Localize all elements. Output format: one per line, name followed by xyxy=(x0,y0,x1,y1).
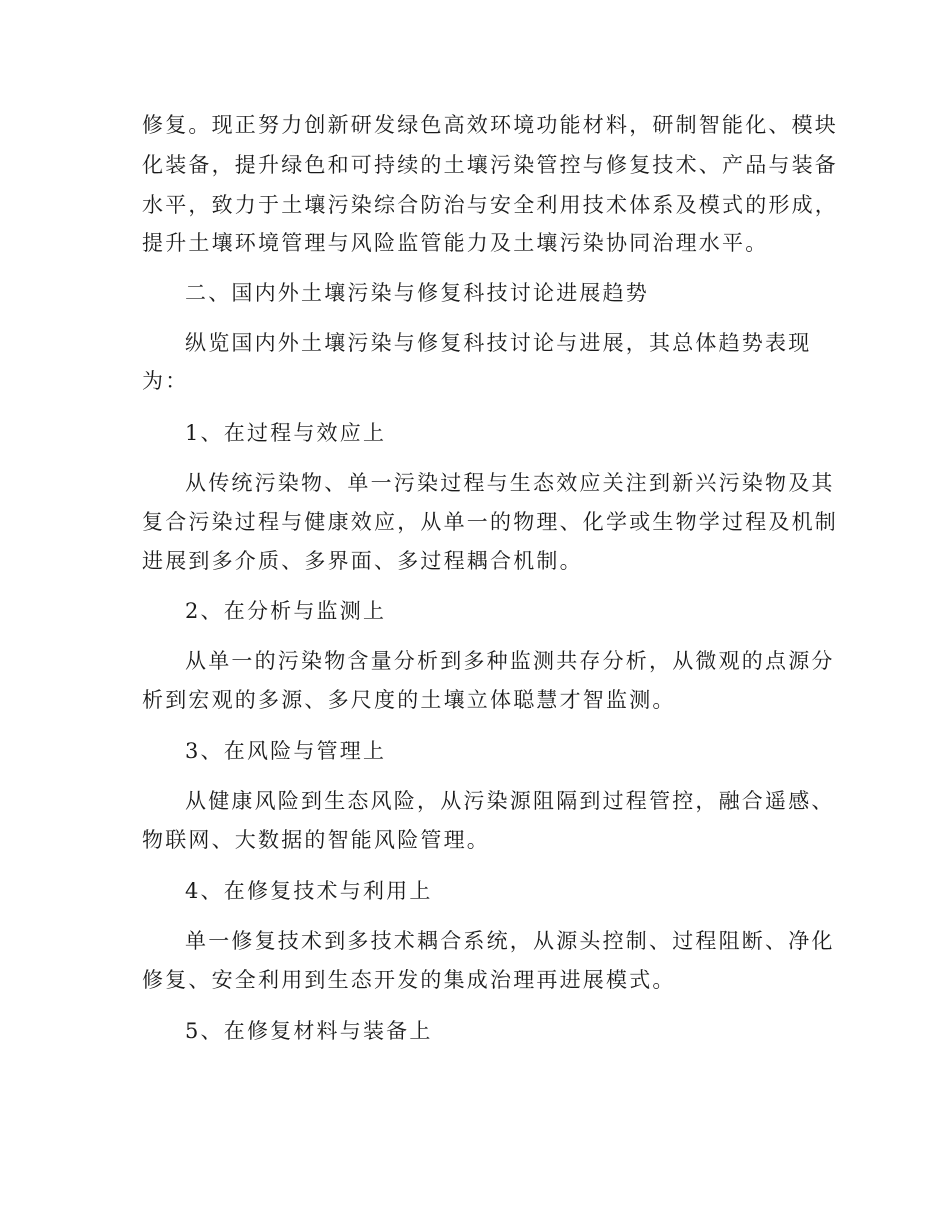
paragraph-line: 从单一的污染物含量分析到多种监测共存分析，从微观的点源分 xyxy=(185,649,835,673)
item-title: 3、在风险与管理上 xyxy=(185,739,387,763)
item-title: 4、在修复技术与利用上 xyxy=(185,879,433,903)
paragraph-line: 水平，致力于土壤污染综合防治与安全利用技术体系及模式的形成， xyxy=(142,193,838,217)
item-title: 1、在过程与效应上 xyxy=(185,421,387,445)
paragraph-line: 复合污染过程与健康效应，从单一的物理、化学或生物学过程及机制 xyxy=(142,510,838,534)
paragraph-line: 单一修复技术到多技术耦合系统，从源头控制、过程阻断、净化 xyxy=(185,929,835,953)
paragraph-line: 化装备，提升绿色和可持续的土壤污染管控与修复技术、产品与装备 xyxy=(142,153,838,177)
paragraph-line: 纵览国内外土壤污染与修复科技讨论与进展，其总体趋势表现 xyxy=(185,331,812,355)
paragraph-line: 物联网、大数据的智能风险管理。 xyxy=(142,828,490,852)
paragraph-line: 修复。现正努力创新研发绿色高效环境功能材料，研制智能化、模块 xyxy=(142,113,838,137)
section-heading: 二、国内外土壤污染与修复科技讨论进展趋势 xyxy=(185,281,649,305)
paragraph-line: 为： xyxy=(142,369,189,393)
paragraph-line: 从传统污染物、单一污染过程与生态效应关注到新兴污染物及其 xyxy=(185,471,835,495)
paragraph-line: 修复、安全利用到生态开发的集成治理再进展模式。 xyxy=(142,968,676,992)
paragraph-line: 从健康风险到生态风险，从污染源阻隔到过程管控，融合遥感、 xyxy=(185,789,835,813)
paragraph-line: 进展到多介质、多界面、多过程耦合机制。 xyxy=(142,549,583,573)
paragraph-line: 提升土壤环境管理与风险监管能力及土壤污染协同治理水平。 xyxy=(142,231,769,255)
item-title: 2、在分析与监测上 xyxy=(185,599,387,623)
paragraph-line: 析到宏观的多源、多尺度的土壤立体聪慧才智监测。 xyxy=(142,688,676,712)
item-title: 5、在修复材料与装备上 xyxy=(185,1019,433,1043)
